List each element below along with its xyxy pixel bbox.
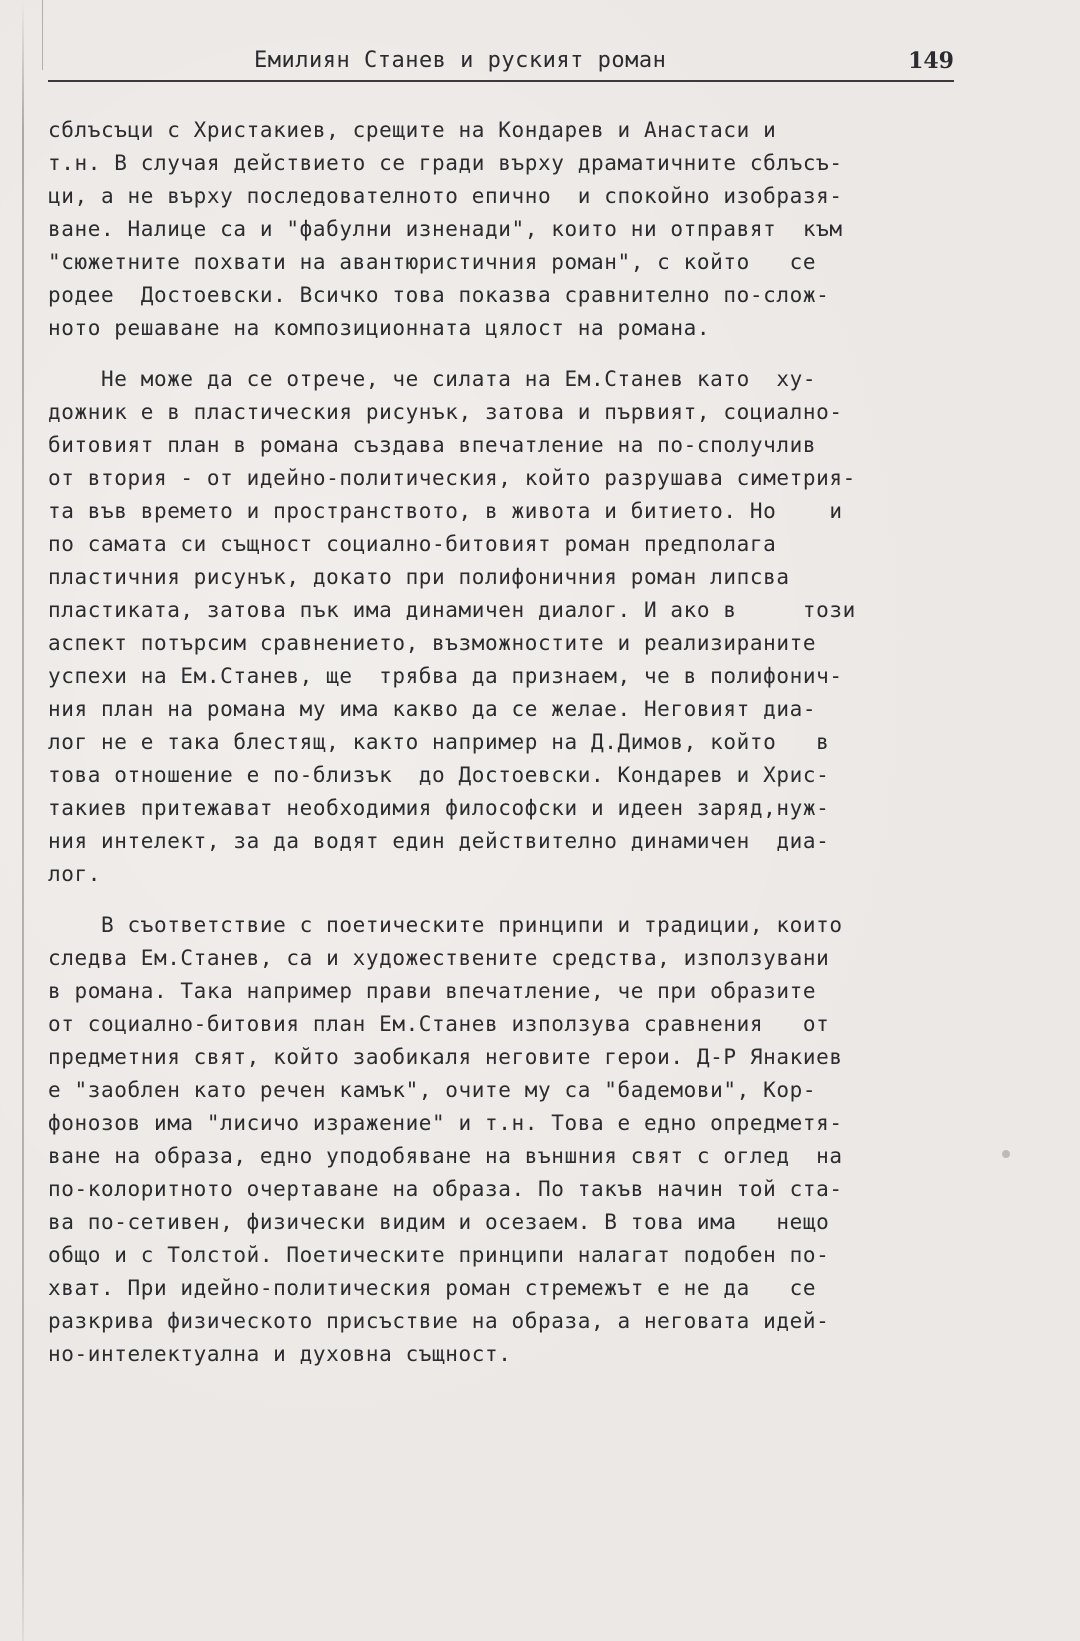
text-line: в романа. Така например прави впечатление, че при образите [48,979,817,1003]
text-line: по самата си същност социално-битовият роман предполага [48,532,777,556]
text-line: това отношение е по-близък до Достоевски. Кондарев и Хрис- [48,763,830,787]
text-line: ва по-сетивен, физически видим и осезаем. В това има нещо [48,1210,830,1234]
text-line: ване на образа, едно уподобяване на външния свят с оглед на [48,1144,843,1168]
text-line: Не може да се отрече, че силата на Ем.Станев като ху- [48,367,817,391]
binding-edge [22,0,24,1641]
text-line: дожник е в пластическия рисунък, затова и първият, социално- [48,400,843,424]
text-line: но-интелектуална и духовна същност. [48,1342,512,1366]
text-line: лог. [48,862,101,886]
paragraph-2 [48,363,988,891]
text-line: ното решаване на композиционната цялост на романа. [48,316,711,340]
text-line: ния план на романа му има какво да се желае. Неговият диа- [48,697,817,721]
text-line: битовият план в романа създава впечатление на по-сполучлив [48,433,817,457]
text-line: следва Ем.Станев, са и художествените средства, използувани [48,946,830,970]
text-line: аспект потърсим сравнението, възможностите и реализираните [48,631,817,655]
text-line: пластичния рисунък, докато при полифоничния роман липсва [48,565,790,589]
text-line: такиев притежават необходимия философски и идеен заряд,нуж- [48,796,830,820]
text-line: пластиката, затова пък има динамичен диалог. И ако в този [48,598,856,622]
text-line: т.н. В случая действието се гради върху драматичните сблъсъ- [48,151,843,175]
text-line: разкрива физическото присъствие на образа, а неговата идей- [48,1309,830,1333]
binding-edge-mark [42,0,43,70]
running-header [48,44,954,82]
text-line: ния интелект, за да водят един действително динамичен диа- [48,829,830,853]
text-line: ци, а не върху последователното епично и спокойно изобразя- [48,184,843,208]
text-line: родее Достоевски. Всичко това показва сравнително по-слож- [48,283,830,307]
text-line: успехи на Ем.Станев, ще трябва да признаем, че в полифонич- [48,664,843,688]
page-number: 149 [908,48,954,74]
text-line: от социално-битовия план Ем.Станев използува сравнения от [48,1012,830,1036]
text-line: сблъсъци с Христакиев, срещите на Кондарев и Анастаси и [48,118,777,142]
text-line: хват. При идейно-политическия роман стремежът е не да се [48,1276,817,1300]
running-header-title: Емилиян Станев и руският роман [254,48,667,73]
paragraph-3 [48,909,988,1371]
text-line: "сюжетните похвати на авантюристичния роман", с който се [48,250,817,274]
text-line: лог не е така блестящ, както например на Д.Димов, който в [48,730,830,754]
text-line: В съответствие с поетическите принципи и традиции, които [48,913,843,937]
text-line: по-колоритното очертаване на образа. По такъв начин той ста- [48,1177,843,1201]
text-line: фонозов има "лисичо изражение" и т.н. Това е едно опредметя- [48,1111,843,1135]
text-line: предметния свят, който заобикаля неговите герои. Д-Р Янакиев [48,1045,843,1069]
text-line: ване. Налице са и "фабулни изненади", които ни отправят към [48,217,843,241]
text-line: от втория - от идейно-политическия, който разрушава симетрия- [48,466,856,490]
text-line: е "заоблен като речен камък", очите му са "бадемови", Кор- [48,1078,817,1102]
paragraph-1 [48,114,988,345]
text-line: та във времето и пространството, в живота и битието. Но и [48,499,843,523]
scan-speck [1002,1150,1010,1158]
body-text [48,114,988,1371]
text-line: общо и с Толстой. Поетическите принципи налагат подобен по- [48,1243,830,1267]
